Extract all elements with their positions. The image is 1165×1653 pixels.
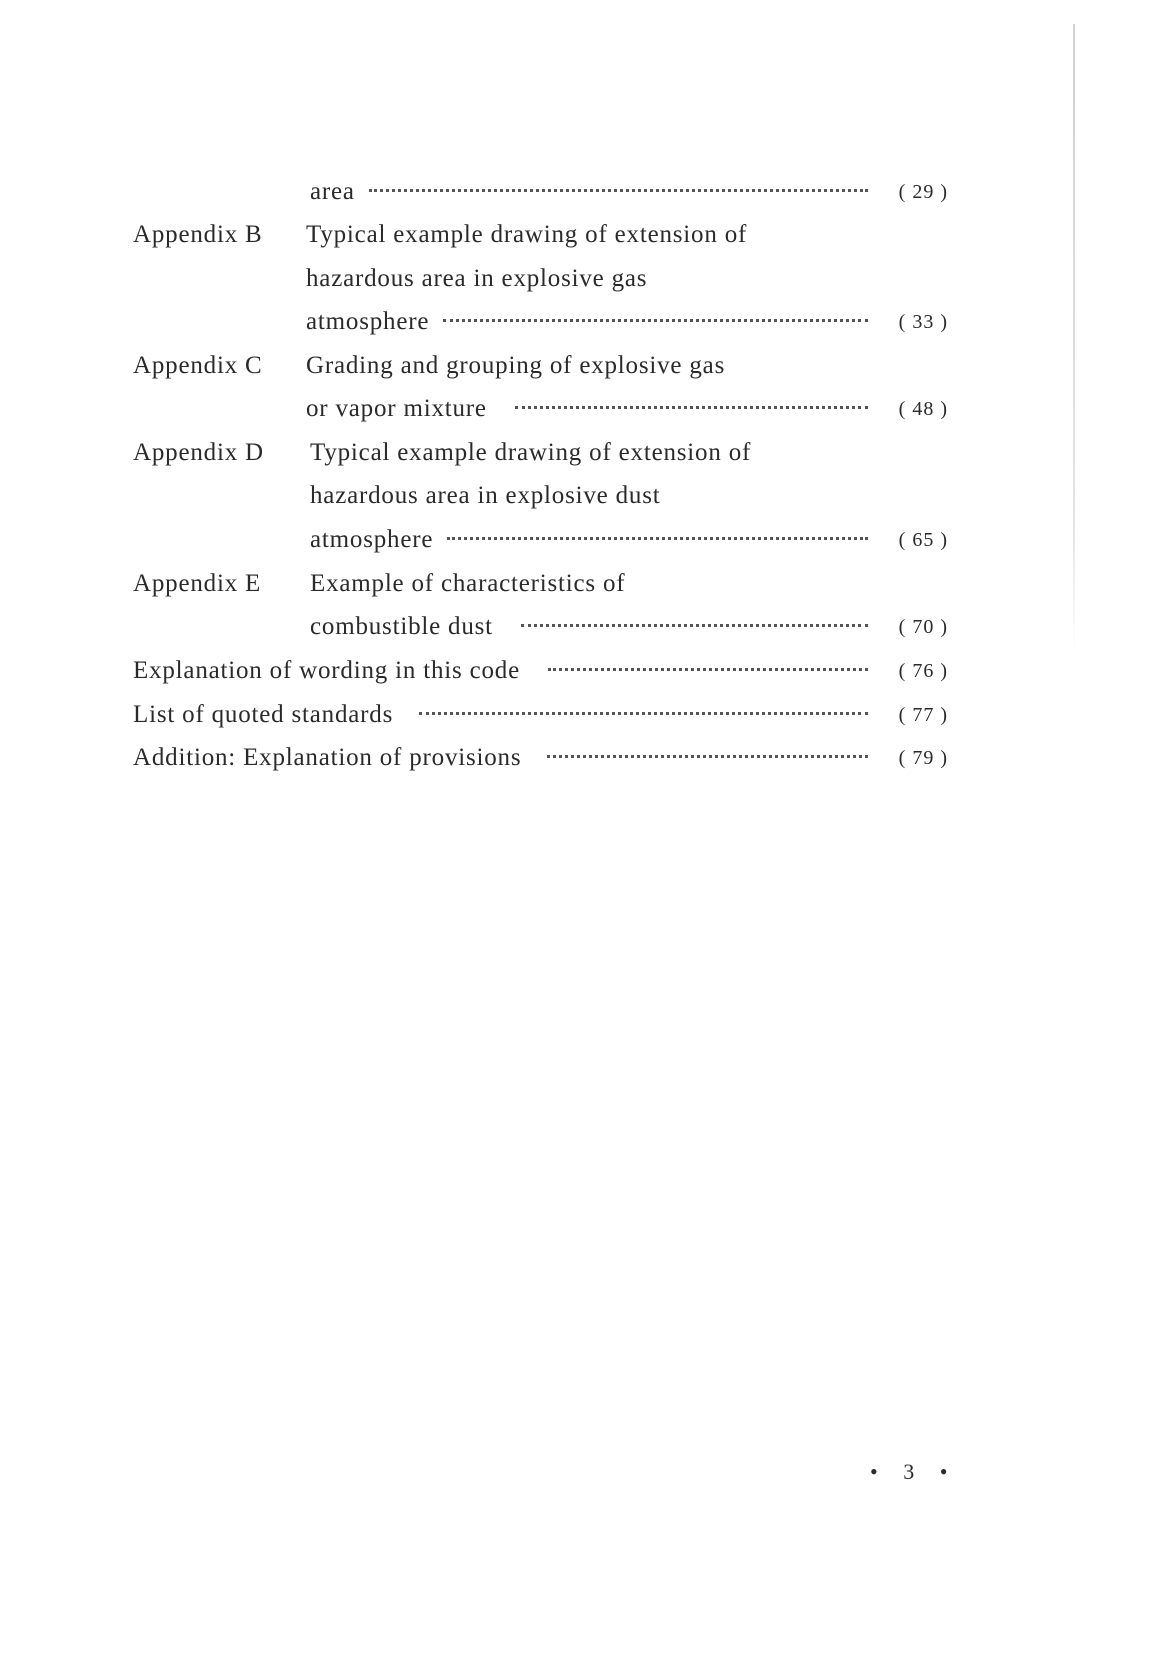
toc-entry-title-line (310, 523, 880, 557)
toc-page-ref: ( 70 ) (898, 616, 948, 638)
toc-entry-text: Grading and grouping of explosive gas (306, 352, 726, 379)
toc-entry-text: List of quoted standards (133, 701, 394, 728)
dot-leader (369, 189, 868, 192)
toc-page-ref: ( 65 ) (898, 529, 948, 551)
toc-entry-text: Explanation of wording in this code (133, 657, 520, 684)
toc-entry-text: hazardous area in explosive gas (306, 265, 648, 292)
toc-entry-title-line (310, 610, 880, 644)
toc-entry-text: atmosphere (306, 308, 430, 335)
toc-entry-text: Typical example drawing of extension of (310, 439, 752, 466)
page-number: • 3 • (870, 1459, 958, 1484)
toc-entry-continuation (310, 175, 880, 209)
toc-entry-title-line (306, 349, 725, 383)
toc-entry-text: combustible dust (310, 613, 493, 640)
toc-entry-text: or vapor mixture (306, 395, 487, 422)
toc-entry-title-line (310, 479, 661, 513)
toc-entry-title-line (306, 218, 747, 252)
toc-page-ref: ( 79 ) (898, 747, 948, 769)
toc-entry-text: area (310, 178, 355, 205)
toc-appendix-label: Appendix E (133, 570, 262, 597)
toc-entry-text: Typical example drawing of extension of (306, 221, 748, 248)
toc-entry-title-line (310, 436, 751, 470)
toc-appendix-label: Appendix D (133, 439, 264, 466)
toc-entry-title-line (306, 305, 880, 339)
toc-entry-text: atmosphere (310, 526, 434, 553)
toc-page-ref: ( 77 ) (898, 704, 948, 726)
page-edge-shadow (1073, 24, 1075, 654)
toc-entry-text: Addition: Explanation of provisions (133, 744, 522, 771)
dot-leader (521, 624, 868, 627)
toc-page-ref: ( 76 ) (898, 660, 948, 682)
dot-leader (447, 537, 868, 540)
toc-entry-title-line (306, 392, 880, 426)
toc-entry-title-line (310, 567, 625, 601)
toc-page-ref: ( 48 ) (898, 398, 948, 420)
dot-leader (443, 319, 868, 322)
toc-entry-text: Example of characteristics of (310, 570, 626, 597)
toc-appendix-label: Appendix C (133, 352, 263, 379)
dot-leader (419, 712, 868, 715)
toc-page-ref: ( 33 ) (898, 311, 948, 333)
dot-leader (547, 755, 868, 758)
dot-leader (515, 406, 868, 409)
toc-entry-text: hazardous area in explosive dust (310, 482, 661, 509)
toc-entry (133, 698, 880, 732)
dot-leader (548, 668, 868, 671)
toc-entry (133, 741, 880, 775)
toc-entry (133, 654, 880, 688)
toc-entry-title-line (306, 262, 647, 296)
toc-page-ref: ( 29 ) (898, 181, 948, 203)
toc-appendix-label: Appendix B (133, 221, 263, 248)
